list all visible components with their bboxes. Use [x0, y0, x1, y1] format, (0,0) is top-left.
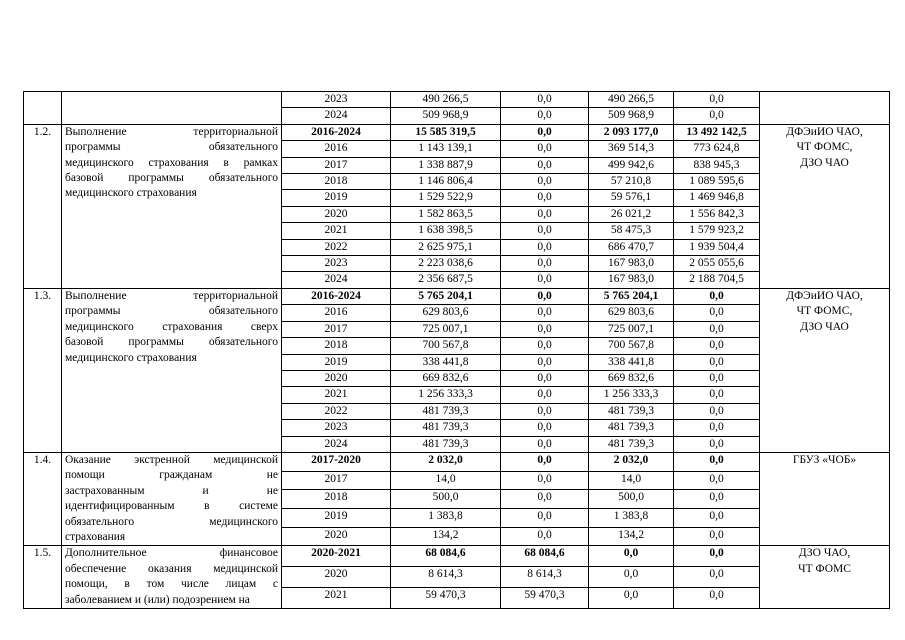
responsible-line: ГБУЗ «ЧОБ»	[792, 453, 857, 466]
federal-budget-cell: 8 614,3	[501, 567, 589, 588]
section-description	[62, 546, 282, 609]
extrabudgetary-cell: 0,0	[674, 567, 760, 588]
year-cell: 2024	[282, 272, 391, 288]
total-cell: 629 803,6	[391, 305, 501, 321]
year-cell: 2023	[282, 92, 391, 108]
total-cell: 725 007,1	[391, 321, 501, 337]
description-line: базовой программы обязательного	[65, 172, 278, 185]
total-cell: 2 356 687,5	[391, 272, 501, 288]
extrabudgetary-cell: 1 089 595,6	[674, 174, 760, 190]
year-cell: 2016-2024	[282, 124, 391, 140]
description-line: Выполнение территориальной	[65, 289, 278, 302]
year-cell: 2016	[282, 141, 391, 157]
extrabudgetary-cell: 0,0	[674, 403, 760, 419]
year-cell: 2018	[282, 338, 391, 354]
regional-budget-cell: 700 567,8	[589, 338, 674, 354]
regional-budget-cell: 481 739,3	[589, 436, 674, 452]
responsible-executor	[760, 288, 890, 452]
extrabudgetary-cell: 1 556 842,3	[674, 206, 760, 222]
regional-budget-cell: 2 093 177,0	[589, 124, 674, 140]
total-cell: 1 338 887,9	[391, 157, 501, 173]
year-cell: 2017	[282, 321, 391, 337]
extrabudgetary-cell: 0,0	[674, 490, 760, 509]
responsible-executor	[760, 452, 890, 545]
description-line: обеспечение оказания медицинской	[65, 562, 278, 575]
extrabudgetary-cell: 0,0	[674, 321, 760, 337]
federal-budget-cell: 0,0	[501, 288, 589, 304]
year-cell: 2016	[282, 305, 391, 321]
federal-budget-cell: 0,0	[501, 174, 589, 190]
extrabudgetary-cell: 0,0	[674, 471, 760, 490]
total-cell: 14,0	[391, 471, 501, 490]
section-total-row	[24, 546, 890, 567]
extrabudgetary-cell: 0,0	[674, 509, 760, 528]
responsible-line: ДЗО ЧАО	[800, 156, 849, 169]
section-total-row	[24, 124, 890, 140]
federal-budget-cell: 0,0	[501, 354, 589, 370]
section-total-row	[24, 288, 890, 304]
responsible-line: ЧТ ФОМС,	[796, 305, 853, 318]
description-line: обязательного медицинского	[65, 515, 278, 528]
federal-budget-cell: 0,0	[501, 92, 589, 108]
description-line: застрахованным и не	[65, 484, 278, 497]
federal-budget-cell: 0,0	[501, 436, 589, 452]
description-line: медицинского страхования	[65, 351, 197, 364]
responsible-line: ЧТ ФОМС	[798, 562, 851, 575]
extrabudgetary-cell: 0,0	[674, 338, 760, 354]
program-financing-table	[23, 91, 890, 609]
total-cell: 481 739,3	[391, 436, 501, 452]
regional-budget-cell: 59 576,1	[589, 190, 674, 206]
responsible-cell	[760, 92, 890, 125]
year-cell: 2024	[282, 436, 391, 452]
total-cell: 68 084,6	[391, 546, 501, 567]
total-cell: 669 832,6	[391, 370, 501, 386]
section-number: 1.3.	[24, 288, 62, 452]
federal-budget-cell: 68 084,6	[501, 546, 589, 567]
total-cell: 1 638 398,5	[391, 223, 501, 239]
extrabudgetary-cell: 0,0	[674, 305, 760, 321]
section-description	[62, 288, 282, 452]
regional-budget-cell: 14,0	[589, 471, 674, 490]
total-cell: 509 968,9	[391, 108, 501, 124]
description-line: страхования	[65, 530, 126, 543]
extrabudgetary-cell: 1 579 923,2	[674, 223, 760, 239]
responsible-executor	[760, 546, 890, 609]
total-cell: 1 582 863,5	[391, 206, 501, 222]
total-cell: 59 470,3	[391, 588, 501, 609]
regional-budget-cell: 0,0	[589, 588, 674, 609]
federal-budget-cell: 0,0	[501, 509, 589, 528]
section-number: 1.2.	[24, 124, 62, 288]
year-cell: 2021	[282, 223, 391, 239]
year-cell: 2020	[282, 206, 391, 222]
year-cell: 2021	[282, 387, 391, 403]
federal-budget-cell: 59 470,3	[501, 588, 589, 609]
responsible-line: ДФЭиИО ЧАО,	[786, 125, 863, 138]
federal-budget-cell: 0,0	[501, 206, 589, 222]
total-cell: 481 739,3	[391, 420, 501, 436]
federal-budget-cell: 0,0	[501, 108, 589, 124]
regional-budget-cell: 58 475,3	[589, 223, 674, 239]
regional-budget-cell: 686 470,7	[589, 239, 674, 255]
responsible-line: ЧТ ФОМС,	[796, 141, 853, 154]
total-cell: 500,0	[391, 490, 501, 509]
year-cell: 2018	[282, 490, 391, 509]
total-cell: 481 739,3	[391, 403, 501, 419]
description-line: программы обязательного	[65, 305, 278, 318]
year-cell: 2020-2021	[282, 546, 391, 567]
year-cell: 2017	[282, 471, 391, 490]
description-line: медицинского страхования сверх	[65, 320, 278, 333]
description-line: помощи, в том числе лицам с	[65, 578, 278, 591]
description-line: Оказание экстренной медицинской	[65, 453, 278, 466]
extrabudgetary-cell: 0,0	[674, 288, 760, 304]
year-cell: 2020	[282, 567, 391, 588]
regional-budget-cell: 481 739,3	[589, 420, 674, 436]
regional-budget-cell: 2 032,0	[589, 452, 674, 471]
year-cell: 2021	[282, 588, 391, 609]
extrabudgetary-cell: 0,0	[674, 436, 760, 452]
extrabudgetary-cell: 0,0	[674, 452, 760, 471]
federal-budget-cell: 0,0	[501, 527, 589, 546]
regional-budget-cell: 0,0	[589, 567, 674, 588]
section-description	[62, 124, 282, 288]
regional-budget-cell: 338 441,8	[589, 354, 674, 370]
section-number: 1.5.	[24, 546, 62, 609]
regional-budget-cell: 509 968,9	[589, 108, 674, 124]
extrabudgetary-cell: 838 945,3	[674, 157, 760, 173]
year-cell: 2019	[282, 190, 391, 206]
federal-budget-cell: 0,0	[501, 387, 589, 403]
total-cell: 700 567,8	[391, 338, 501, 354]
federal-budget-cell: 0,0	[501, 403, 589, 419]
extrabudgetary-cell: 0,0	[674, 354, 760, 370]
year-cell: 2020	[282, 527, 391, 546]
extrabudgetary-cell: 1 939 504,4	[674, 239, 760, 255]
description-line: медицинского страхования в рамках	[65, 156, 278, 169]
extrabudgetary-cell: 0,0	[674, 387, 760, 403]
total-cell: 15 585 319,5	[391, 124, 501, 140]
extrabudgetary-cell: 13 492 142,5	[674, 124, 760, 140]
regional-budget-cell: 1 256 333,3	[589, 387, 674, 403]
responsible-line: ДЗО ЧАО	[800, 320, 849, 333]
regional-budget-cell: 725 007,1	[589, 321, 674, 337]
regional-budget-cell: 167 983,0	[589, 272, 674, 288]
extrabudgetary-cell: 2 188 704,5	[674, 272, 760, 288]
extrabudgetary-cell: 1 469 946,8	[674, 190, 760, 206]
year-cell: 2023	[282, 256, 391, 272]
year-cell: 2018	[282, 174, 391, 190]
regional-budget-cell: 167 983,0	[589, 256, 674, 272]
total-cell: 1 146 806,4	[391, 174, 501, 190]
federal-budget-cell: 0,0	[501, 157, 589, 173]
year-cell: 2023	[282, 420, 391, 436]
total-cell: 2 032,0	[391, 452, 501, 471]
year-cell: 2020	[282, 370, 391, 386]
regional-budget-cell: 57 210,8	[589, 174, 674, 190]
extrabudgetary-cell: 0,0	[674, 108, 760, 124]
responsible-line: ДЗО ЧАО,	[798, 547, 851, 560]
responsible-executor	[760, 124, 890, 288]
federal-budget-cell: 0,0	[501, 124, 589, 140]
description-cell	[62, 92, 282, 125]
regional-budget-cell: 369 514,3	[589, 141, 674, 157]
regional-budget-cell: 26 021,2	[589, 206, 674, 222]
extrabudgetary-cell: 0,0	[674, 420, 760, 436]
regional-budget-cell: 134,2	[589, 527, 674, 546]
extrabudgetary-cell: 773 624,8	[674, 141, 760, 157]
year-cell: 2017-2020	[282, 452, 391, 471]
federal-budget-cell: 0,0	[501, 190, 589, 206]
federal-budget-cell: 0,0	[501, 370, 589, 386]
federal-budget-cell: 0,0	[501, 239, 589, 255]
year-cell: 2016-2024	[282, 288, 391, 304]
federal-budget-cell: 0,0	[501, 321, 589, 337]
federal-budget-cell: 0,0	[501, 490, 589, 509]
description-line: помощи гражданам не	[65, 469, 278, 482]
regional-budget-cell: 500,0	[589, 490, 674, 509]
regional-budget-cell: 0,0	[589, 546, 674, 567]
federal-budget-cell: 0,0	[501, 256, 589, 272]
description-line: медицинского страхования	[65, 187, 197, 200]
regional-budget-cell: 5 765 204,1	[589, 288, 674, 304]
table-row	[24, 92, 890, 108]
extrabudgetary-cell: 0,0	[674, 527, 760, 546]
total-cell: 490 266,5	[391, 92, 501, 108]
regional-budget-cell: 669 832,6	[589, 370, 674, 386]
section-total-row	[24, 452, 890, 471]
federal-budget-cell: 0,0	[501, 452, 589, 471]
total-cell: 1 256 333,3	[391, 387, 501, 403]
year-cell: 2022	[282, 239, 391, 255]
extrabudgetary-cell: 0,0	[674, 546, 760, 567]
table-body	[24, 92, 890, 609]
description-line: Дополнительное финансовое	[65, 547, 278, 560]
year-cell: 2019	[282, 509, 391, 528]
federal-budget-cell: 0,0	[501, 223, 589, 239]
year-cell: 2024	[282, 108, 391, 124]
year-cell: 2022	[282, 403, 391, 419]
regional-budget-cell: 499 942,6	[589, 157, 674, 173]
regional-budget-cell: 490 266,5	[589, 92, 674, 108]
total-cell: 2 625 975,1	[391, 239, 501, 255]
federal-budget-cell: 0,0	[501, 305, 589, 321]
regional-budget-cell: 1 383,8	[589, 509, 674, 528]
description-line: идентифицированным в системе	[65, 500, 278, 513]
total-cell: 338 441,8	[391, 354, 501, 370]
description-line: базовой программы обязательного	[65, 336, 278, 349]
responsible-line: ДФЭиИО ЧАО,	[786, 289, 863, 302]
year-cell: 2019	[282, 354, 391, 370]
extrabudgetary-cell: 0,0	[674, 370, 760, 386]
extrabudgetary-cell: 0,0	[674, 92, 760, 108]
total-cell: 1 383,8	[391, 509, 501, 528]
section-description	[62, 452, 282, 545]
regional-budget-cell: 481 739,3	[589, 403, 674, 419]
year-cell: 2017	[282, 157, 391, 173]
description-line: заболеванием и (или) подозрением на	[65, 593, 250, 606]
description-line: Выполнение территориальной	[65, 125, 278, 138]
total-cell: 5 765 204,1	[391, 288, 501, 304]
total-cell: 1 143 139,1	[391, 141, 501, 157]
federal-budget-cell: 0,0	[501, 420, 589, 436]
federal-budget-cell: 0,0	[501, 141, 589, 157]
extrabudgetary-cell: 2 055 055,6	[674, 256, 760, 272]
total-cell: 134,2	[391, 527, 501, 546]
description-line: программы обязательного	[65, 141, 278, 154]
extrabudgetary-cell: 0,0	[674, 588, 760, 609]
total-cell: 2 223 038,6	[391, 256, 501, 272]
section-number-cell	[24, 92, 62, 125]
total-cell: 1 529 522,9	[391, 190, 501, 206]
section-number: 1.4.	[24, 452, 62, 545]
federal-budget-cell: 0,0	[501, 272, 589, 288]
federal-budget-cell: 0,0	[501, 471, 589, 490]
total-cell: 8 614,3	[391, 567, 501, 588]
regional-budget-cell: 629 803,6	[589, 305, 674, 321]
federal-budget-cell: 0,0	[501, 338, 589, 354]
